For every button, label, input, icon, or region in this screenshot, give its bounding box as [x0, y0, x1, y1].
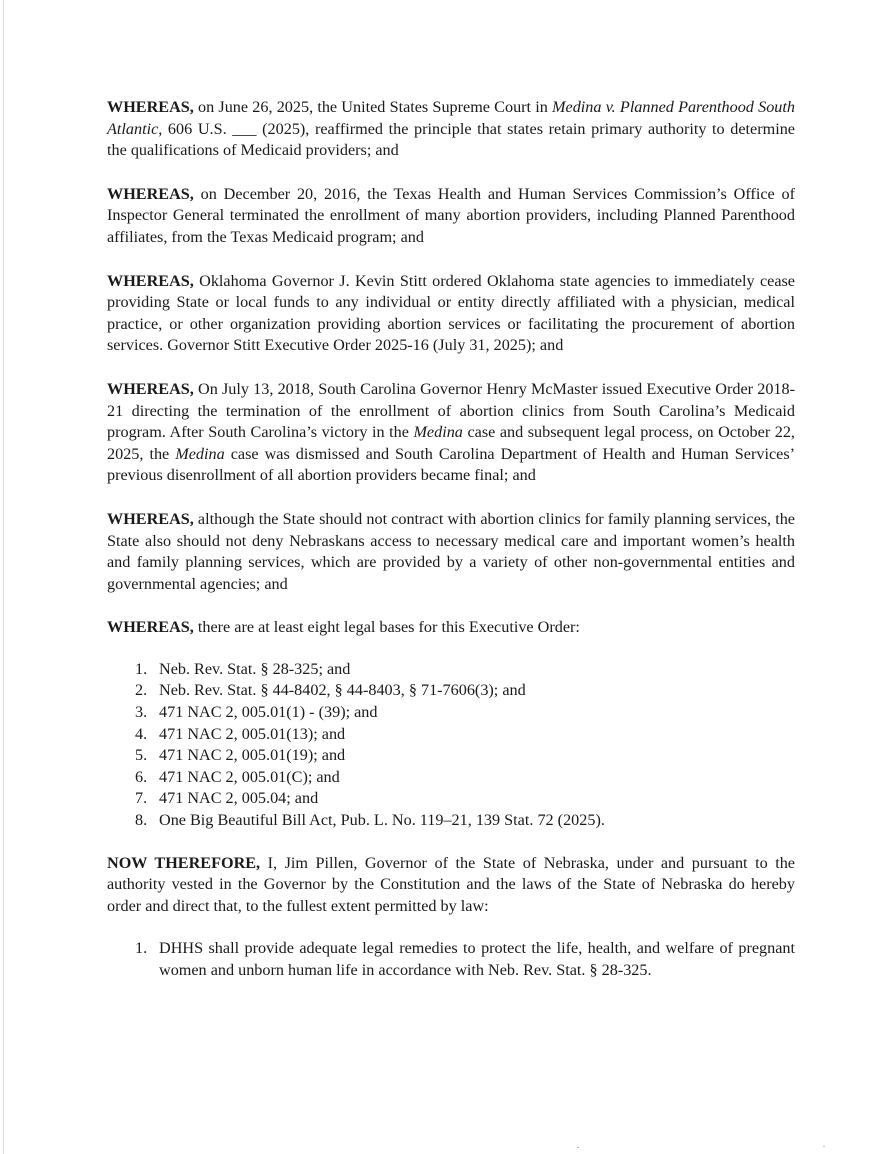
list-item	[107, 659, 795, 681]
paragraph-text: Oklahoma Governor J. Kevin Stitt ordered Oklahoma state agencies to immediately cease providing State or local funds to any individual or entity directly affiliated with a physician, medical practice, or other organization providing abortion services or facilitating the procurement of abortion services. Governor Stitt Executive Order 2025-16 (July 31, 2025); and	[107, 271, 795, 355]
list-item	[107, 767, 795, 789]
paragraph-text: on December 20, 2016, the Texas Health and Human Services Commission’s Office of Inspector General terminated the enrollment of many abortion providers, including Planned Parenthood affiliates, from the Texas Medicaid program; and	[107, 184, 795, 246]
list-item-text: One Big Beautiful Bill Act, Pub. L. No. 119–21, 139 Stat. 72 (2025).	[159, 811, 605, 830]
list-item-text: 471 NAC 2, 005.01(13); and	[159, 724, 346, 743]
list-item-text: 471 NAC 2, 005.01(1) - (39); and	[159, 703, 378, 722]
case-name: Medina	[175, 444, 225, 463]
whereas-paragraph	[107, 379, 795, 487]
list-item	[107, 724, 795, 746]
paragraph-text: although the State should not contract with abortion clinics for family planning services, the State also should not deny Nebraskans access to necessary medical care and important women’s health and family planning services, which are provided by a variety of other non-governmental entities and governmental agencies; and	[107, 509, 795, 593]
list-item-text: 471 NAC 2, 005.04; and	[159, 789, 319, 808]
whereas-paragraph	[107, 184, 795, 249]
whereas-lead: WHEREAS,	[107, 184, 194, 203]
legal-bases-list	[107, 659, 795, 832]
scan-speck	[577, 1147, 579, 1148]
list-item-text: Neb. Rev. Stat. § 44-8402, § 44-8403, § 71-7606(3); and	[159, 681, 526, 700]
whereas-lead: WHEREAS,	[107, 98, 194, 116]
list-number: 3.	[135, 703, 148, 722]
whereas-lead: WHEREAS,	[107, 618, 194, 637]
paragraph-text: On July 13, 2018, South Carolina Governor Henry McMaster issued Executive Order 2018-21 directing the termination of the enrollment of abortion clinics from South Carolina’s Medicaid program. After South Carolina’s victory in the	[107, 379, 795, 442]
order-body	[107, 97, 795, 982]
paragraph-text: , 606 U.S. ___ (2025), reaffirmed the principle that states retain primary authority to determine the qualifications of Medicaid providers; and	[107, 119, 795, 160]
orders-list	[107, 938, 795, 981]
list-item-text: 471 NAC 2, 005.01(C); and	[159, 767, 340, 786]
list-item-text: Neb. Rev. Stat. § 28-325; and	[159, 659, 351, 678]
list-item	[107, 680, 795, 702]
list-item	[107, 810, 795, 832]
paragraph-text: case and subsequent legal process, on October 22, 2025, the	[107, 423, 795, 463]
list-item	[107, 938, 795, 981]
whereas-paragraph	[107, 509, 795, 595]
now-therefore-paragraph	[107, 853, 795, 918]
list-number: 1.	[135, 659, 148, 678]
list-item-text: 471 NAC 2, 005.01(19); and	[159, 746, 346, 765]
now-therefore-lead: NOW THEREFORE,	[107, 853, 261, 872]
whereas-paragraph	[107, 97, 795, 162]
list-number: 1.	[135, 939, 148, 958]
whereas-paragraph	[107, 271, 795, 357]
scan-edge-line	[3, 0, 4, 1154]
list-item	[107, 702, 795, 724]
list-number: 5.	[135, 746, 148, 765]
whereas-lead: WHEREAS,	[107, 379, 194, 398]
list-number: 2.	[135, 681, 148, 700]
list-item	[107, 745, 795, 767]
legal-bases-intro	[107, 617, 795, 639]
case-name: Medina v. Planned Parenthood South Atlantic	[107, 98, 795, 138]
list-number: 6.	[135, 767, 148, 786]
paragraph-text: case was dismissed and South Carolina Department of Health and Human Services’ previous disenrollment of all abortion providers became final; and	[107, 444, 796, 485]
whereas-lead: WHEREAS,	[107, 271, 194, 290]
list-number: 7.	[135, 789, 148, 808]
list-item	[107, 788, 795, 810]
paragraph-text: on June 26, 2025, the United States Supreme Court in	[193, 98, 553, 116]
whereas-lead: WHEREAS,	[107, 509, 194, 528]
scan-speck	[823, 1146, 825, 1147]
list-number: 4.	[135, 724, 148, 743]
paragraph-text: I, Jim Pillen, Governor of the State of Nebraska, under and pursuant to the authority vested in the Governor by the Constitution and the laws of the State of Nebraska do hereby order and direct that, to the fullest extent permitted by law:	[107, 853, 795, 915]
list-number: 8.	[135, 811, 148, 830]
case-name: Medina	[413, 423, 463, 442]
list-item-text: DHHS shall provide adequate legal remedies to protect the life, health, and welfare of pregnant women and unborn human life in accordance with Neb. Rev. Stat. § 28-325.	[159, 939, 795, 979]
paragraph-text: there are at least eight legal bases for this Executive Order:	[193, 618, 580, 637]
